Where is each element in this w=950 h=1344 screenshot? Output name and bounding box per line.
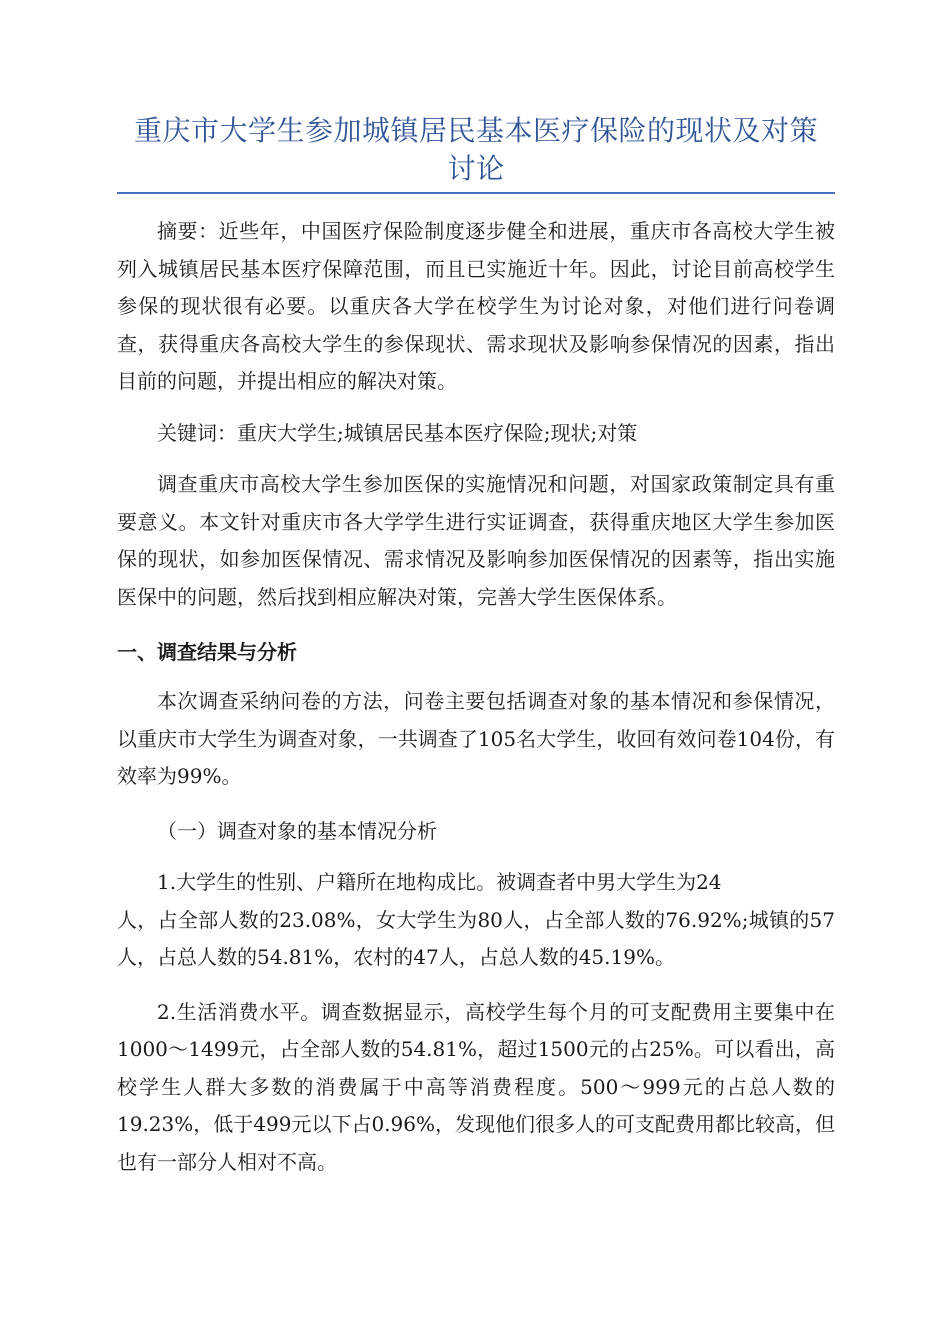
item-1-first-line: 1.大学生的性别、户籍所在地构成比。被调查者中男大学生为24 [157, 870, 722, 894]
title-line-2: 讨论 [447, 152, 505, 185]
document-page [117, 112, 835, 1181]
subsection-heading: （一）调查对象的基本情况分析 [157, 818, 437, 843]
document-title [117, 112, 835, 194]
title-line-1: 重庆市大学生参加城镇居民基本医疗保险的现状及对策 [133, 114, 818, 147]
intro-paragraph: 调查重庆市高校大学生参加医保的实施情况和问题，对国家政策制定具有重要意义。本文针对重庆市各大学学生进行实证调查，获得重庆地区大学生参加医保的现状，如参加医保情况、需求情况及影响参加医保情况的因素等，指出实施医保中的问题，然后找到相应解决对策，完善大学生医保体系。 [117, 472, 835, 609]
section-heading: 一、调查结果与分析 [117, 640, 297, 664]
item-2-paragraph: 2.生活消费水平。调查数据显示，高校学生每个月的可支配费用主要集中在1000～1499元，占全部人数的54.81%，超过1500元的占25%。可以看出，高校学生人群大多数的消费属于中高等消费程度。500～999元的占总人数的19.23%，低于499元以下占0.96%，发现他们很多人的可支配费用都比较高，但也有一部分人相对不高。 [117, 999, 835, 1174]
item-1-paragraph [117, 864, 835, 977]
keywords-paragraph: 关键词：重庆大学生;城镇居民基本医疗保险;现状;对策 [157, 420, 638, 445]
abstract-paragraph: 摘要：近些年，中国医疗保险制度逐步健全和进展，重庆市各高校大学生被列入城镇居民基本医疗保障范围，而且已实施近十年。因此，讨论目前高校学生参保的现状很有必要。以重庆各大学在校学生为讨论对象，对他们进行问卷调查，获得重庆各高校大学生的参保现状、需求现状及影响参保情况的因素，指出目前的问题，并提出相应的解决对策。 [117, 219, 835, 393]
item-1-rest: 人，占全部人数的23.08%，女大学生为80人，占全部人数的76.92%;城镇的57人，占总人数的54.81%，农村的47人，占总人数的45.19%。 [117, 907, 835, 969]
section-paragraph: 本次调查采纳问卷的方法，问卷主要包括调查对象的基本情况和参保情况，以重庆市大学生为调查对象，一共调查了105名大学生，收回有效问卷104份，有效率为99%。 [117, 689, 835, 788]
